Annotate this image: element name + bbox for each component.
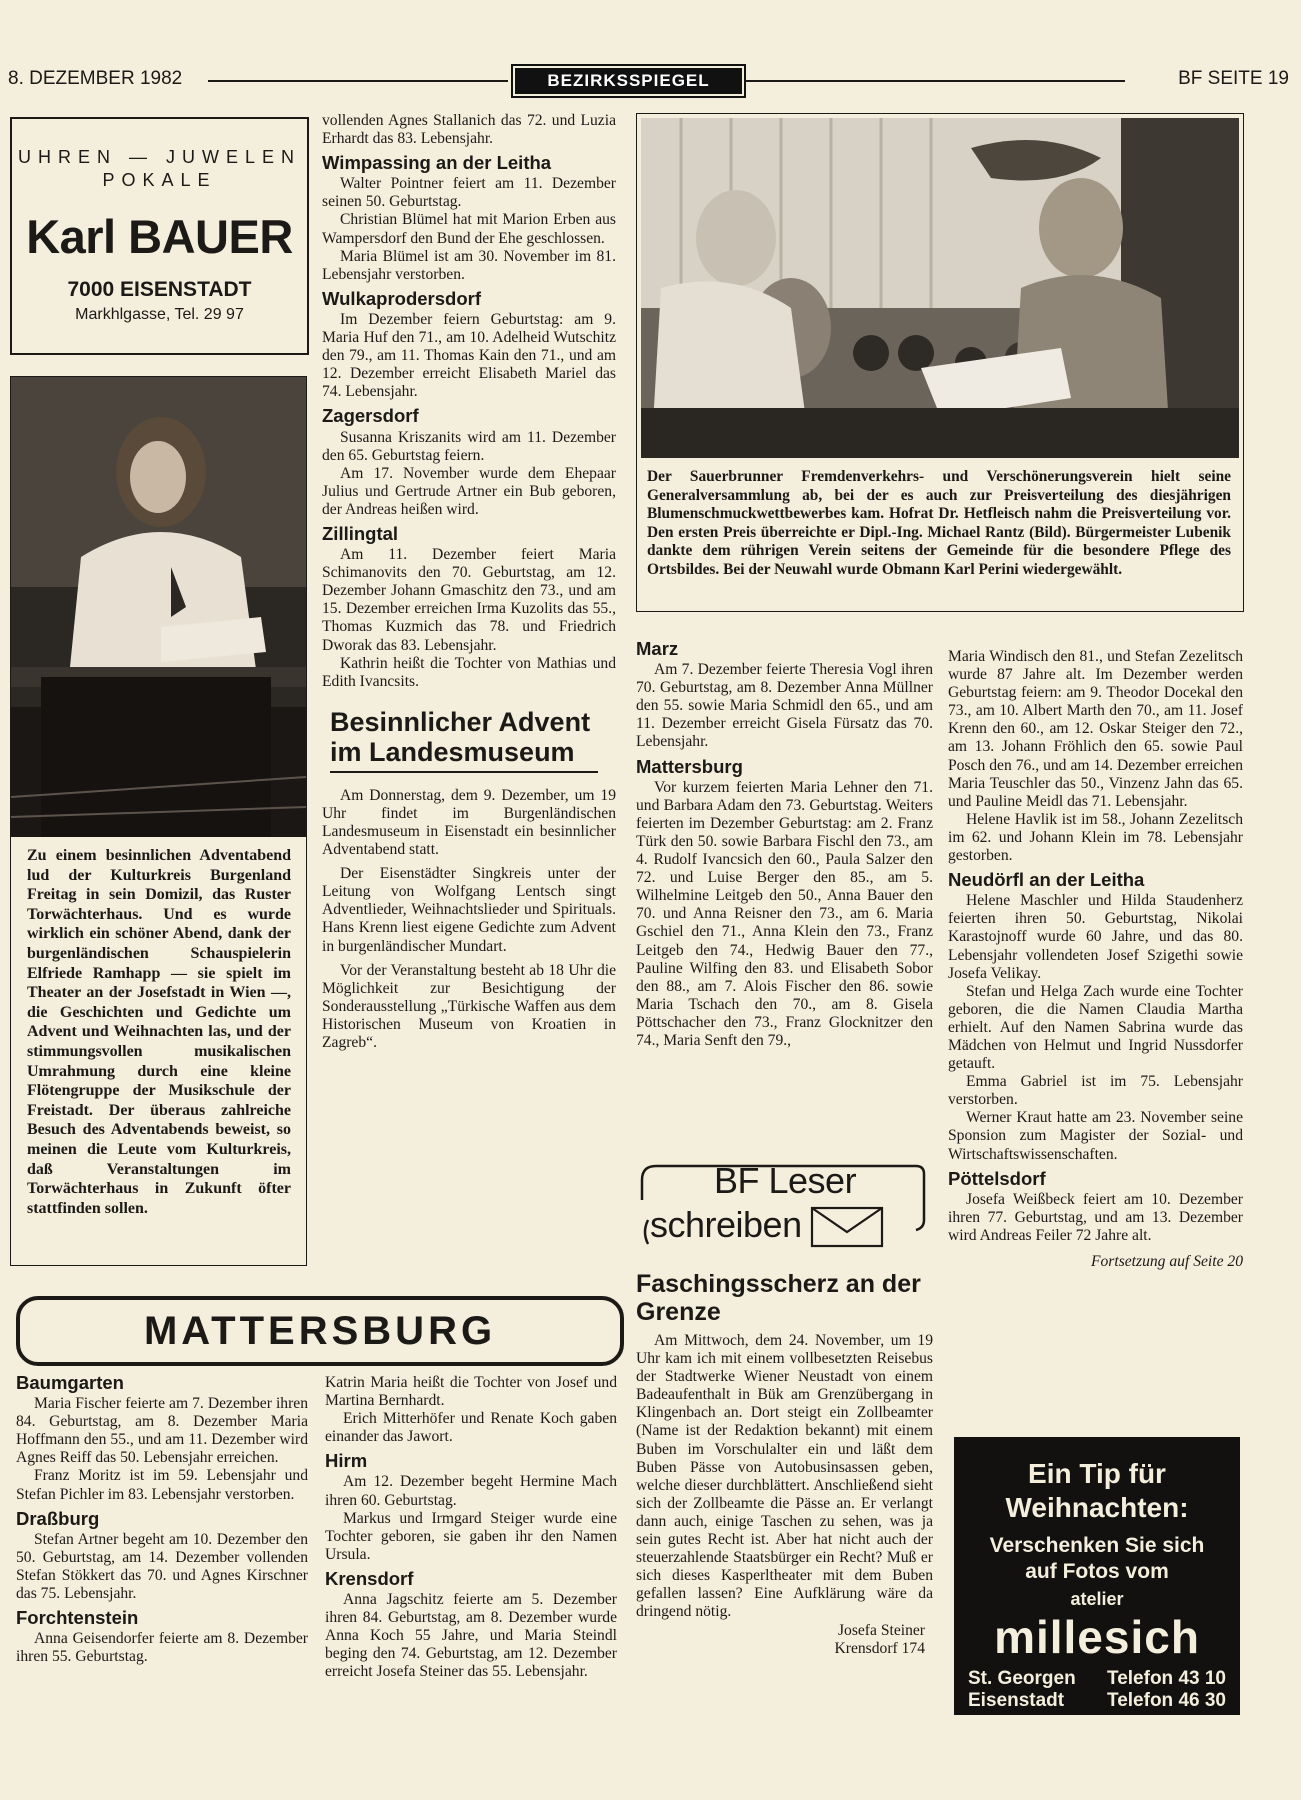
heading-mattersburg-col3: Mattersburg bbox=[636, 755, 743, 777]
column-4 bbox=[948, 648, 1243, 1271]
section-badge: BEZIRKSSPIEGEL bbox=[511, 64, 746, 98]
ad-millesich-tel1: Telefon 43 10 bbox=[1107, 1668, 1226, 1689]
header-rule-right bbox=[745, 80, 1125, 82]
ad-millesich-tel2: Telefon 46 30 bbox=[1107, 1690, 1226, 1711]
heading-zagersdorf: Zagersdorf bbox=[322, 405, 419, 427]
bottom-mid-p2: Erich Mitterhöfer und Renate Koch gaben einander das Jawort. bbox=[325, 1410, 617, 1446]
heading-zillingtal: Zillingtal bbox=[322, 522, 399, 544]
col4-p1: Maria Windisch den 81., und Stefan Zezelitsch wurde 87 Jahre alt. Im Dezember werden Geburtstag feiern: am 9. Theodor Docekal den 73., am 10. Albert Marth den 70., am 11. Josef Krenn den 60., am 12. Oskar Steiger den 72., am 13. Johann Fröhlich den 65. sowie Paul Posch den 76., und am 14. Dezember erreichen Maria Teuschler das 50., Vinzenz Jahn das 65. und Pauline Meidl das 71. Lebensjahr. bbox=[948, 648, 1243, 810]
ad-millesich-loc2: Eisenstadt bbox=[968, 1690, 1065, 1711]
page-header bbox=[8, 64, 1295, 98]
header-rule-left bbox=[208, 80, 508, 82]
col4-neudoerfl-p3: Emma Gabriel ist im 75. Lebensjahr verstorben. bbox=[948, 1073, 1243, 1109]
leser-line2: schreiben bbox=[650, 1204, 802, 1245]
heading-wulkaprodersdorf: Wulkaprodersdorf bbox=[322, 287, 481, 309]
ad-bauer-line1: UHREN — JUWELEN bbox=[17, 147, 301, 167]
col2-zillingtal-p2: Kathrin heißt die Tochter von Mathias und Edith Ivancsits. bbox=[322, 654, 616, 690]
page-number: BF SEITE 19 bbox=[1178, 68, 1289, 89]
bottom-mid-hirm-p1: Am 12. Dezember begeht Hermine Mach ihren 60. Geburtstag. bbox=[325, 1473, 617, 1509]
bottom-left-forchtenstein-p1: Anna Geisendorfer feierte am 8. Dezember ihren 55. Geburtstag. bbox=[16, 1630, 308, 1666]
col2-advent-p1: Am Donnerstag, dem 9. Dezember, um 19 Uhr findet im Burgenländischen Landesmuseum in Eisenstadt ein besinnlicher Adventabend statt. bbox=[322, 786, 616, 859]
column-2 bbox=[322, 112, 616, 1052]
col4-neudoerfl-p2: Stefan und Helga Zach wurde eine Tochter geboren, die die Namen Claudia Martha erhielt. Auf den Namen Sabrina wurde das Mädchen von Helmut und Ingrid Nussdorfer getauft. bbox=[948, 982, 1243, 1073]
ad-millesich-line3: Verschenken Sie sich bbox=[989, 1534, 1205, 1557]
ad-millesich-line5: atelier bbox=[1070, 1589, 1124, 1609]
col3-fasching-p1: Am Mittwoch, dem 24. November, um 19 Uhr kam ich mit einem vollbesetzten Reisebus der Stadtwerke Wiener Neustadt von einem Badeaufenthalt in Bük am Grenzübergang in Klingenbach an. Dort steigt ein Zollbeamter (Name ist der Redaktion bekannt) mit einem Buben im Vorschulalter ein und läßt dem Buben Pässe von Autobusinsassen geben, welche dieser durchblättert. Anschließend sieht sich der Zollbeamte die Pässe an. Er verlangt dann auch, einige Taschen zu sehen, was ja sein gutes Recht ist. Aber hat nicht auch der steuerzahlende Staatsbürger ein Recht? Muß er sich dieses Kasperltheater mit dem Buben gefallen lassen? Eine Aufklärung wäre da dringend nötig. bbox=[636, 1332, 933, 1621]
col4-p2: Helene Havlik ist im 58., Johann Zezelitsch im 62. und Johann Klein im 78. Lebensjahr gestorben. bbox=[948, 810, 1243, 865]
continued-note: Fortsetzung auf Seite 20 bbox=[1090, 1253, 1243, 1270]
photo-award-graphic bbox=[641, 118, 1239, 458]
leser-line1: BF Leser bbox=[714, 1160, 857, 1201]
photo-award-ceremony bbox=[641, 118, 1239, 458]
bottom-mid-hirm-p2: Markus und Irmgard Steiger wurde eine Tochter geboren, sie gaben ihr den Namen Ursula. bbox=[325, 1509, 617, 1563]
col4-poettelsdorf-p1: Josefa Weißbeck feiert am 10. Dezember ihren 77. Geburtstag, und am 13. Dezember wird Andreas Feiler 72 Jahre alt. bbox=[948, 1190, 1243, 1244]
col2-intro: vollenden Agnes Stallanich das 72. und Luzia Erhardt das 83. Lebensjahr. bbox=[322, 112, 616, 148]
photo-right-caption: Der Sauerbrunner Fremdenverkehrs- und Verschönerungsverein hielt seine Generalversammlung ab, bei der es auch zur Preisverteilung des diesjährigen Blumenschmuckwettbewerbes kam. Hofrat Dr. Hetfleisch nahm die Preisverteilung vor. Den ersten Preis überreichte er Dipl.-Ing. Michael Rantz (Bild). Bürgermeister Lubenik dankte dem rührigen Verein seitens der Gemeinde für die besondere Pflege des Ortsbildes. Bei der Neuwahl wurde Obmann Karl Perini wiedergewählt. bbox=[647, 468, 1231, 578]
col3-fasching-sig2: Krensdorf 174 bbox=[834, 1639, 925, 1657]
col2-zillingtal-p1: Am 11. Dezember feiert Maria Schimanovits den 70. Geburtstag, am 12. Dezember Johann Gmaschitz den 73., und am 15. Dezember erreichen Irma Kuzolits das 55., Thomas Kuzmich das 78. und Friedrich Dworak das 83. Lebensjahr. bbox=[322, 546, 616, 654]
mattersburg-banner: MATTERSBURG bbox=[16, 1296, 624, 1366]
col3-mattersburg-p1: Vor kurzem feierten Maria Lehner den 71. und Barbara Adam den 73. Geburtstag. Weiters feierten im Dezember Geburtstag: am 2. Franz Türk den 50. sowie Barbara Fischl den 73., am 4. Rudolf Ivancsich den 60., Paula Salzer den 72. und Luise Berger den 85., am 5. Wilhelmine Leitgeb den 50., Anna Bauer den 70. und Anna Reisner den 73., am 6. Maria Gschiel den 71., Anna Klein den 73., Franz Leitgeb den 74., Hedwig Bauer den 77., Pauline Wilfing den 83. und Elisabeth Sobor den 88., am 7. Alois Fischer den 86. sowie Maria Tschach den 70., am 8. Gisela Pöttschacher den 73., Franz Glocknitzer den 74., Maria Senft den 79., bbox=[636, 778, 933, 1049]
column-bottom-mid bbox=[325, 1374, 617, 1682]
ad-bauer-address: Markhlgasse, Tel. 29 97 bbox=[75, 306, 244, 323]
ad-millesich bbox=[954, 1437, 1240, 1715]
leser-schreiben-logo bbox=[636, 1160, 928, 1252]
col4-neudoerfl-p1: Helene Maschler und Hilda Staudenherz feierten ihren 50. Geburtstag, Nikolai Karastojnoff wurde 60 Jahre, und das 80. Lebensjahr vollendeten Josef Szigethi sowie Josefa Velikay. bbox=[948, 892, 1243, 982]
heading-krensdorf: Krensdorf bbox=[325, 1567, 414, 1589]
issue-date: 8. DEZEMBER 1982 bbox=[8, 68, 183, 89]
ad-bauer-name: Karl BAUER bbox=[26, 210, 293, 263]
col2-wulka-p1: Im Dezember feiern Geburtstag: am 9. Maria Huf den 71., am 10. Adelheid Wutschitz den 79., am 11. Thomas Kain den 71., und am 12. Dezember erreicht Elisabeth Mariel das 74. Lebensjahr. bbox=[322, 310, 616, 401]
photo-box-left bbox=[10, 376, 307, 1266]
headline-advent-underline bbox=[330, 771, 598, 773]
ad-millesich-line2: Weihnachten: bbox=[1005, 1492, 1189, 1523]
ad-millesich-line4: auf Fotos vom bbox=[1025, 1560, 1169, 1583]
heading-drassburg: Draßburg bbox=[16, 1507, 100, 1529]
bottom-left-baumgarten-p1: Maria Fischer feierte am 7. Dezember ihren 84. Geburtstag, am 8. Dezember Maria Hoffmann den 55., und am 11. Dezember wird Agnes Reiff das 50. Lebensjahr erreichen. bbox=[16, 1395, 308, 1467]
heading-neudoerfl: Neudörfl an der Leitha bbox=[948, 869, 1145, 891]
col3-fasching-sig1: Josefa Steiner bbox=[837, 1621, 925, 1639]
ad-bauer-line2: POKALE bbox=[102, 170, 217, 190]
headline-fasching: Faschingsscherz an der Grenze bbox=[636, 1270, 921, 1326]
heading-marz: Marz bbox=[636, 638, 679, 659]
photo-woman-reading bbox=[11, 377, 306, 837]
column-bottom-left bbox=[16, 1374, 308, 1666]
ad-millesich-brand: millesich bbox=[994, 1611, 1200, 1663]
heading-hirm: Hirm bbox=[325, 1450, 368, 1472]
photo-left-caption: Zu einem besinnlichen Adventabend lud der Kulturkreis Burgenland Freitag in sein Domizil, das Ruster Torwächterhaus. Und es wurde wirklich ein schöner Abend, dank der burgenländischen Schauspielerin Elfriede Ramhapp — sie spielt im Theater an der Josefstadt in Wien —, die Geschichten und Gedichte um Advent und Weihnachten las, und der stimmungsvollen musikalischen Umrahmung durch eine kleine Flötengruppe der Musikschule der Freistadt. Der überaus zahlreiche Besuch des Adventabends beweist, so meinen die Leute vom Kulturkreis, daß Veranstaltungen im Torwächterhaus in Zukunft öfter stattfinden sollen. bbox=[27, 847, 291, 1217]
col2-advent-p2: Der Eisenstädter Singkreis unter der Leitung von Wolfgang Lentsch singt Adventlieder, Weihnachtslieder und Spirituals. Hans Krenn liest eigene Gedichte zum Advent in burgenländischer Mundart. bbox=[322, 865, 616, 955]
col4-neudoerfl-p4: Werner Kraut hatte am 23. November seine Sponsion zum Magister der Sozial- und Wirtschaftswissenschaften. bbox=[948, 1109, 1243, 1163]
col3-marz-p1: Am 7. Dezember feierte Theresia Vogl ihren 70. Geburtstag, am 8. Dezember Anna Müllner den 55. sowie Maria Schmidl den 65., und am 11. Dezember erreicht Gisela Fürsatz das 70. Lebensjahr. bbox=[636, 661, 933, 751]
heading-poettelsdorf: Pöttelsdorf bbox=[948, 1167, 1046, 1189]
ad-karl-bauer bbox=[10, 117, 309, 355]
col2-advent-p3: Vor der Veranstaltung besteht ab 18 Uhr die Möglichkeit zur Besichtigung der Sonderausstellung „Türkische Waffen aus dem Historischen Museum von Kroatien in Zagreb“. bbox=[322, 961, 616, 1052]
headline-advent: Besinnlicher Advent im Landesmuseum bbox=[330, 706, 591, 767]
heading-wimpassing: Wimpassing an der Leitha bbox=[322, 152, 552, 174]
bottom-left-drassburg-p1: Stefan Artner begeht am 10. Dezember den 50. Geburtstag, am 14. Dezember vollenden Stefan Stökkert das 70. und Agnes Kirschner das 75. Lebensjahr. bbox=[16, 1530, 308, 1603]
heading-forchtenstein: Forchtenstein bbox=[16, 1607, 139, 1629]
col2-wimpassing-p1: Walter Pointner feiert am 11. Dezember seinen 50. Geburtstag. bbox=[322, 175, 616, 211]
column-3 bbox=[636, 640, 933, 1050]
bottom-mid-p1: Katrin Maria heißt die Tochter von Josef und Martina Bernhardt. bbox=[325, 1374, 617, 1410]
photo-woman-graphic bbox=[11, 377, 306, 837]
photo-box-right bbox=[636, 113, 1244, 612]
ad-millesich-loc1: St. Georgen bbox=[968, 1668, 1076, 1689]
col2-wimpassing-p3: Maria Blümel ist am 30. November im 81. Lebensjahr verstorben. bbox=[322, 247, 616, 283]
column-3-lower bbox=[636, 1270, 933, 1658]
ad-bauer-city: 7000 EISENSTADT bbox=[67, 278, 252, 301]
col2-wimpassing-p2: Christian Blümel hat mit Marion Erben aus Wampersdorf den Bund der Ehe geschlossen. bbox=[322, 211, 616, 247]
bottom-left-baumgarten-p2: Franz Moritz ist im 59. Lebensjahr und Stefan Pichler im 83. Lebensjahr verstorben. bbox=[16, 1467, 308, 1503]
col2-zagersdorf-p2: Am 17. November wurde dem Ehepaar Julius und Gertrude Artner ein Bub geboren, der Andreas heißen wird. bbox=[322, 464, 616, 518]
bottom-mid-krensdorf-p1: Anna Jagschitz feierte am 5. Dezember ihren 84. Geburtstag, am 8. Dezember wurde Anna Koch 55 Jahre, und Maria Steindl beging den 74. Geburtstag, am 12. Dezember erreicht Josefa Steiner das 55. Lebensjahr. bbox=[325, 1591, 617, 1681]
heading-baumgarten: Baumgarten bbox=[16, 1372, 124, 1393]
ad-millesich-line1: Ein Tip für bbox=[1028, 1458, 1166, 1489]
col2-zagersdorf-p1: Susanna Kriszanits wird am 11. Dezember den 65. Geburtstag feiern. bbox=[322, 428, 616, 464]
